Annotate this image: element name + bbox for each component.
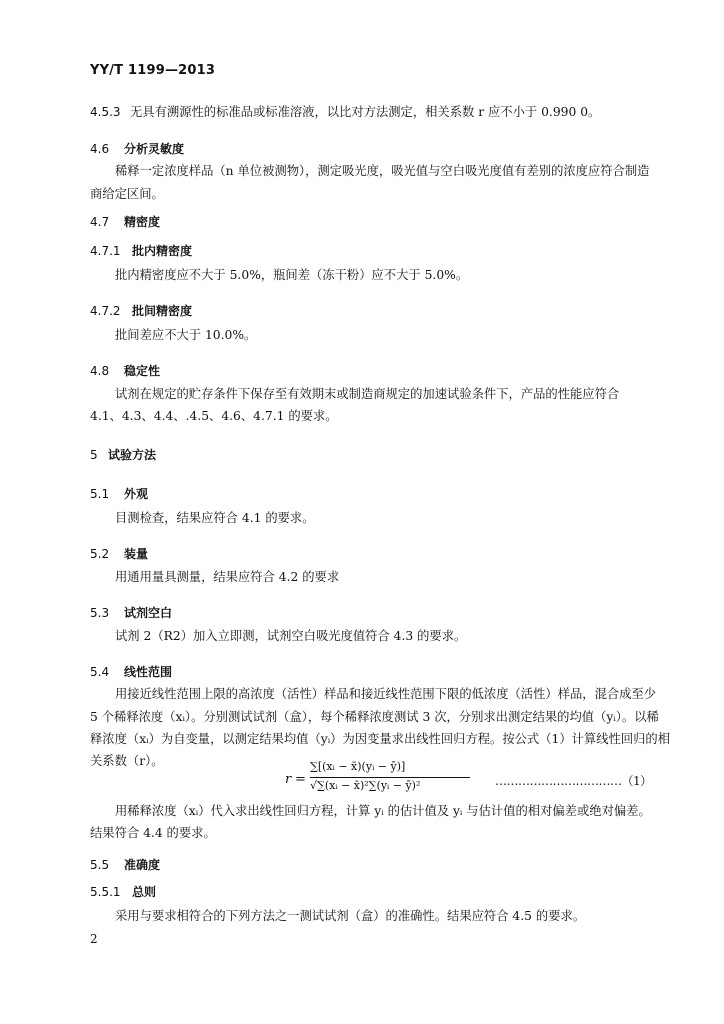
formula-equals: = [295,772,306,787]
formula-number [495,772,652,789]
paragraph-line: 商给定区间。 [90,187,164,201]
paragraph-line: 稀释一定浓度样品（n 单位被测物），测定吸光度，吸光值与空白吸光度值有差别的浓度应符合制造 [115,164,650,178]
section-number: 5 [90,448,98,462]
paragraph-line: 用稀释浓度（xᵢ）代入求出线性回归方程，计算 yᵢ 的估计值及 yᵢ 与估计值的相对偏差或绝对偏差。 [115,804,651,818]
paragraph-line: 4.1、4.3、4.4、.4.5、4.6、4.7.1 的要求。 [90,409,338,423]
section-heading-5-5-1 [90,883,156,900]
clause-number: 4.5.3 [90,105,121,119]
section-title: 批间精密度 [132,304,193,318]
section-number: 4.8 [90,364,110,378]
section-title: 精密度 [124,215,161,229]
section-heading-4-7-2 [90,302,192,319]
paragraph-line: 试剂在规定的贮存条件下保存至有效期末或制造商规定的加速试验条件下，产品的性能应符合 [115,387,620,401]
section-number: 4.7.2 [90,304,121,318]
section-number: 4.6 [90,142,110,156]
section-title: 试验方法 [108,448,157,462]
clause-4-5-3 [90,101,600,124]
chapter-heading-5 [90,446,156,463]
section-title: 外观 [124,487,149,501]
section-number: 5.4 [90,665,110,679]
paragraph-line: 目测检查，结果应符合 4.1 的要求。 [115,511,315,525]
paragraph-line: 释浓度（xᵢ）为自变量，以测定结果均值（yᵢ）为因变量求出线性回归方程。按公式（1）计算线性回归的相 [90,732,671,746]
section-title: 准确度 [124,858,161,872]
paragraph-line: 5 个稀释浓度（xᵢ）。分别测试试剂（盒），每个稀释浓度测试 3 次，分别求出测定结果的均值（yᵢ）。以稀 [90,710,659,724]
section-number: 5.5.1 [90,885,121,899]
formula-leader: …………………………… [495,774,622,788]
paragraph-line: 用接近线性范围上限的高浓度（活性）样品和接近线性范围下限的低浓度（活性）样品，混合成至少 [115,687,657,701]
section-number: 5.2 [90,547,110,561]
paragraph-line: 批内精密度应不大于 5.0%，瓶间差（冻干粉）应不大于 5.0%。 [115,268,469,282]
section-heading-5-4 [90,663,172,680]
paragraph-line: 关系数（r）。 [90,754,164,768]
section-heading-5-2 [90,545,148,562]
section-title: 批内精密度 [132,244,193,258]
section-heading-4-7 [90,213,160,230]
section-heading-5-5 [90,856,160,873]
section-title: 装量 [124,547,149,561]
section-number: 5.3 [90,606,110,620]
section-title: 分析灵敏度 [124,142,185,156]
page-number: 2 [90,932,98,946]
section-number: 5.5 [90,858,110,872]
formula-denominator: √∑(xᵢ − x̄)²∑(yᵢ − ȳ)² [310,779,421,792]
section-number: 5.1 [90,487,110,501]
paragraph-line: 批间差应不大于 10.0%。 [115,328,257,342]
fraction-bar [310,777,470,778]
section-number: 4.7.1 [90,244,121,258]
formula-numerator: ∑[(xᵢ − x̄)(yᵢ − ȳ)] [310,760,406,773]
paragraph-line: 采用与要求相符合的下列方法之一测试试剂（盒）的准确性。结果应符合 4.5 的要求。 [115,909,586,923]
paragraph-line: 用通用量具测量，结果应符合 4.2 的要求 [115,570,340,584]
correlation-formula [285,760,705,800]
section-heading-5-3 [90,604,172,621]
formula-label: （1） [621,774,652,788]
section-title: 稳定性 [124,364,161,378]
formula-lhs: r [285,772,292,787]
section-number: 4.7 [90,215,110,229]
paragraph-line: 试剂 2（R2）加入立即测，试剂空白吸光度值符合 4.3 的要求。 [115,629,467,643]
section-heading-4-6 [90,140,184,157]
section-heading-4-7-1 [90,242,192,259]
section-title: 线性范围 [124,665,173,679]
section-heading-4-8 [90,362,160,379]
section-title: 试剂空白 [124,606,173,620]
standard-number-header: YY/T 1199—2013 [90,63,216,78]
section-heading-5-1 [90,485,148,502]
paragraph-line: 无具有溯源性的标准品或标准溶液，以比对方法测定，相关系数 r 应不小于 0.990 0。 [130,105,601,119]
paragraph-line: 结果符合 4.4 的要求。 [90,826,216,840]
section-title: 总则 [132,885,157,899]
